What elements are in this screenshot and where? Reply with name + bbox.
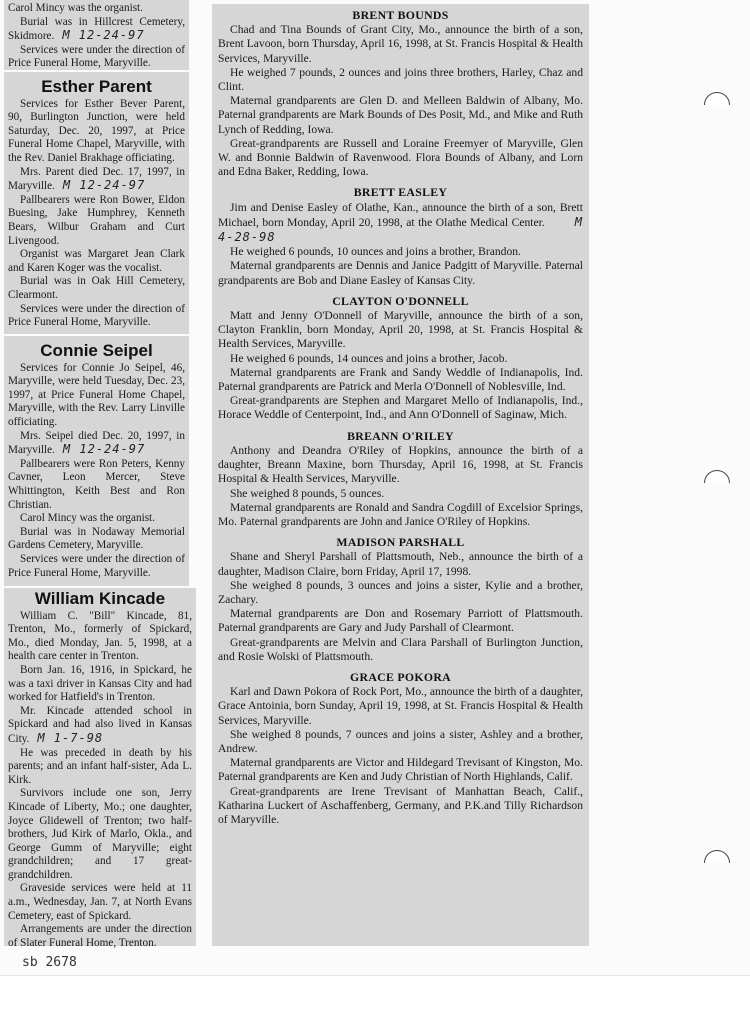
handwritten-date-note: M 12-24-97 bbox=[62, 442, 146, 457]
announcement-heading: BREANN O'RILEY bbox=[347, 428, 454, 443]
obituary-william-kincade bbox=[4, 588, 196, 949]
obituary-paragraph: Carol Mincy was the organist. bbox=[20, 512, 155, 525]
obituary-paragraph: Survivors include one son, Jerry Kincade of Liberty, Mo.; one daughter, Joyce Glidewell of Trenton; two half-brothers, Jud Kirk of Marlo, Okla., and George Gumm of Maryville; eight grandchildren; and 17 great-grandchildren. bbox=[8, 787, 192, 881]
announcement-paragraph: Maternal grandparents are Victor and Hildegard Trevisant of Kingston, Mo. Paternal grandparents are Ken and Judy Christian of North Highlands, Calif. bbox=[218, 756, 583, 784]
birth-announcement-breann-oriley bbox=[218, 429, 583, 535]
obituary-connie-seipel bbox=[4, 336, 189, 586]
announcement-paragraph: He weighed 7 pounds, 2 ounces and joins three brothers, Harley, Chaz and Clint. bbox=[218, 65, 583, 94]
birth-announcement-clayton-odonnell bbox=[218, 294, 583, 429]
fragment-line-2: Burial was in Hillcrest Cemetery, Skidmore. M 12-24-97 bbox=[8, 15, 185, 43]
obituary-paragraph: Arrangements are under the direction of Slater Funeral Home, Trenton. bbox=[8, 923, 192, 949]
obituary-paragraph: Mr. Kincade attended school in Spickard and had also lived in Kansas City. M 1-7-98 bbox=[8, 704, 192, 745]
obituary-heading: Esther Parent bbox=[41, 77, 152, 96]
announcement-paragraph: Anthony and Deandra O'Riley of Hopkins, announce the birth of a daughter, Breann Maxine, born Thursday, April 16, 1998, at St. Francis Hospital & Health Services, Maryville. bbox=[218, 443, 583, 486]
announcement-paragraph: Karl and Dawn Pokora of Rock Port, Mo., announce the birth of a daughter, Grace Antoinia, born Sunday, April 19, 1998, at St. Francis Hospital & Health Services, Maryville. bbox=[218, 685, 583, 727]
obituary-fragment-clipping bbox=[4, 0, 189, 70]
obituary-paragraph: Services were under the direction of Price Funeral Home, Maryville. bbox=[8, 552, 185, 579]
announcement-heading: GRACE POKORA bbox=[350, 669, 451, 684]
birth-announcement-brent-bounds bbox=[218, 8, 583, 185]
fragment-line-3: Services were under the direction of Price Funeral Home, Maryville. bbox=[8, 43, 185, 70]
fragment-line-1: Carol Mincy was the organist. bbox=[8, 2, 143, 14]
announcement-paragraph: She weighed 8 pounds, 3 ounces and joins a sister, Kylie and a brother, Zachary. bbox=[218, 578, 583, 606]
birth-announcement-madison-parshall bbox=[218, 535, 583, 670]
handwritten-date-note: M 12-24-97 bbox=[62, 178, 146, 193]
handwritten-date-note: M 12-24-97 bbox=[62, 28, 145, 43]
handwritten-catalog-number: sb 2678 bbox=[22, 955, 77, 970]
announcement-paragraph: He weighed 6 pounds, 14 ounces and joins a brother, Jacob. bbox=[230, 351, 508, 365]
announcement-paragraph: Great-grandparents are Stephen and Margaret Mello of Indianapolis, Ind., Horace Weddle of Centerpoint, Ind., and Ann O'Donnell of Saginaw, Mich. bbox=[218, 394, 583, 422]
announcement-paragraph: Maternal grandparents are Glen D. and Melleen Baldwin of Albany, Mo. Paternal grandparents are Mark Bounds of Des Posit, Md., and Mike and Ruth Lynch of Redding, Iowa. bbox=[218, 94, 583, 136]
scan-margin bbox=[0, 975, 750, 1034]
announcement-paragraph: Jim and Denise Easley of Olathe, Kan., announce the birth of a son, Brett Michael, born Monday, April 20, 1998, at the Olathe Medical Center. M 4-28-98 bbox=[218, 200, 583, 245]
birth-announcement-brett-easley bbox=[218, 185, 583, 293]
obituary-paragraph: Mrs. Seipel died Dec. 20, 1997, in Maryville. M 12-24-97 bbox=[8, 429, 185, 457]
announcement-paragraph: Maternal grandparents are Frank and Sandy Weddle of Indianapolis, Ind. Paternal grandparents are Patrick and Merla O'Donnell of Noblesville, Ind. bbox=[218, 365, 583, 394]
announcement-heading: BRENT BOUNDS bbox=[352, 8, 449, 22]
handwritten-date-note: M 1-7-98 bbox=[37, 730, 104, 745]
handwritten-date-note: M 4-28-98 bbox=[218, 214, 583, 245]
announcement-paragraph: Chad and Tina Bounds of Grant City, Mo., announce the birth of a son, Brent Lavoon, born Thursday, April 16, 1998, at St. Francis Hospital & Health Services, Maryville. bbox=[218, 23, 583, 65]
announcement-paragraph: Maternal grandparents are Ronald and Sandra Cogdill of Excelsior Springs, Mo. Paternal grandparents are John and Janice O'Riley of Hopkins. bbox=[218, 500, 583, 528]
obituary-heading: Connie Seipel bbox=[40, 341, 153, 360]
announcement-paragraph: She weighed 8 pounds, 7 ounces and joins a sister, Ashley and a brother, Andrew. bbox=[218, 727, 583, 755]
announcement-paragraph: Great-grandparents are Russell and Loraine Freemyer of Maryville, Glen W. and Bonnie Baldwin of Ravenwood. Flora Bounds of Albany, and Lorn and Edna Baker, Redding, Iowa. bbox=[218, 136, 583, 179]
obituary-paragraph: Burial was in Oak Hill Cemetery, Clearmont. bbox=[8, 275, 185, 301]
obituary-paragraph: Born Jan. 16, 1916, in Spickard, he was a taxi driver in Kansas City and had worked for Hatfield's in Trenton. bbox=[8, 663, 192, 704]
obituary-paragraph: Services for Connie Jo Seipel, 46, Maryville, were held Tuesday, Dec. 23, 1997, at Price Funeral Home Chapel, Maryville, with the Rev. Larry Linville officiating. bbox=[8, 361, 185, 428]
announcement-heading: BRETT EASLEY bbox=[353, 185, 448, 200]
obituary-paragraph: William C. "Bill" Kincade, 81, Trenton, Mo., formerly of Spickard, Mo., died Monday, Jan. 5, 1998, at a health care center in Trenton. bbox=[8, 609, 192, 663]
announcement-paragraph: Great-grandparents are Irene Trevisant of Manhattan Beach, Calif., Katharina Luckert of Aschaffenberg, Germany, and P.K.and Tilly Richardson of Maryville. bbox=[218, 784, 583, 826]
obituary-paragraph: Burial was in Nodaway Memorial Gardens Cemetery, Maryville. bbox=[8, 525, 185, 552]
announcement-paragraph: Maternal grandparents are Dennis and Janice Padgitt of Maryville. Paternal grandparents are Bob and Diane Easley of Kansas City. bbox=[218, 259, 583, 287]
obituary-paragraph: Pallbearers were Ron Peters, Kenny Cavner, Leon Mercer, Steve Whittington, Keith Best and Ron Christian. bbox=[8, 457, 185, 511]
obituary-paragraph: Pallbearers were Ron Bower, Eldon Buesing, Jake Humphrey, Kenneth Bears, Wilbur Graham and Curt Livengood. bbox=[8, 193, 185, 247]
announcement-heading: CLAYTON O'DONNELL bbox=[332, 293, 469, 308]
announcement-paragraph: Shane and Sheryl Parshall of Plattsmouth, Neb., announce the birth of a daughter, Madison Claire, born Friday, April 17, 1998. bbox=[218, 550, 583, 578]
obituary-paragraph: Services were under the direction of Price Funeral Home, Maryville. bbox=[8, 302, 185, 329]
announcement-paragraph: Great-grandparents are Melvin and Clara Parshall of Burlington Junction, and Rosie Wolski of Plattsmouth. bbox=[218, 635, 583, 663]
obituary-heading: William Kincade bbox=[34, 589, 166, 608]
obituary-paragraph: Organist was Margaret Jean Clark and Karen Koger was the vocalist. bbox=[8, 248, 185, 274]
birth-announcements-clipping bbox=[212, 4, 589, 946]
announcement-heading: MADISON PARSHALL bbox=[336, 535, 465, 550]
obituary-paragraph: Services for Esther Bever Parent, 90, Burlington Junction, were held Saturday, Dec. 20, 1997, at Price Funeral Home Chapel, Maryville, with the Rev. Daniel Brakhage officiating. bbox=[8, 97, 185, 164]
obituary-paragraph: He was preceded in death by his parents; and an infant half-sister, Ada L. Kirk. bbox=[8, 746, 192, 786]
announcement-paragraph: Maternal grandparents are Don and Rosemary Parriott of Plattsmouth. Paternal grandparents are Gary and Judy Parshall of Clearmont. bbox=[218, 607, 583, 635]
announcement-paragraph: He weighed 6 pounds, 10 ounces and joins a brother, Brandon. bbox=[230, 245, 521, 259]
birth-announcement-grace-pokora bbox=[218, 670, 583, 833]
announcement-paragraph: Matt and Jenny O'Donnell of Maryville, announce the birth of a son, Clayton Franklin, born Monday, April 20, 1998, at St. Francis Hospital & Health Services, Maryville. bbox=[218, 309, 583, 351]
announcement-paragraph: She weighed 8 pounds, 5 ounces. bbox=[230, 486, 385, 500]
obituary-esther-parent bbox=[4, 72, 189, 334]
obituary-paragraph: Graveside services were held at 11 a.m., Wednesday, Jan. 7, at North Evans Cemetery, east of Spickard. bbox=[8, 882, 192, 922]
obituary-paragraph: Mrs. Parent died Dec. 17, 1997, in Maryville. M 12-24-97 bbox=[8, 165, 185, 193]
